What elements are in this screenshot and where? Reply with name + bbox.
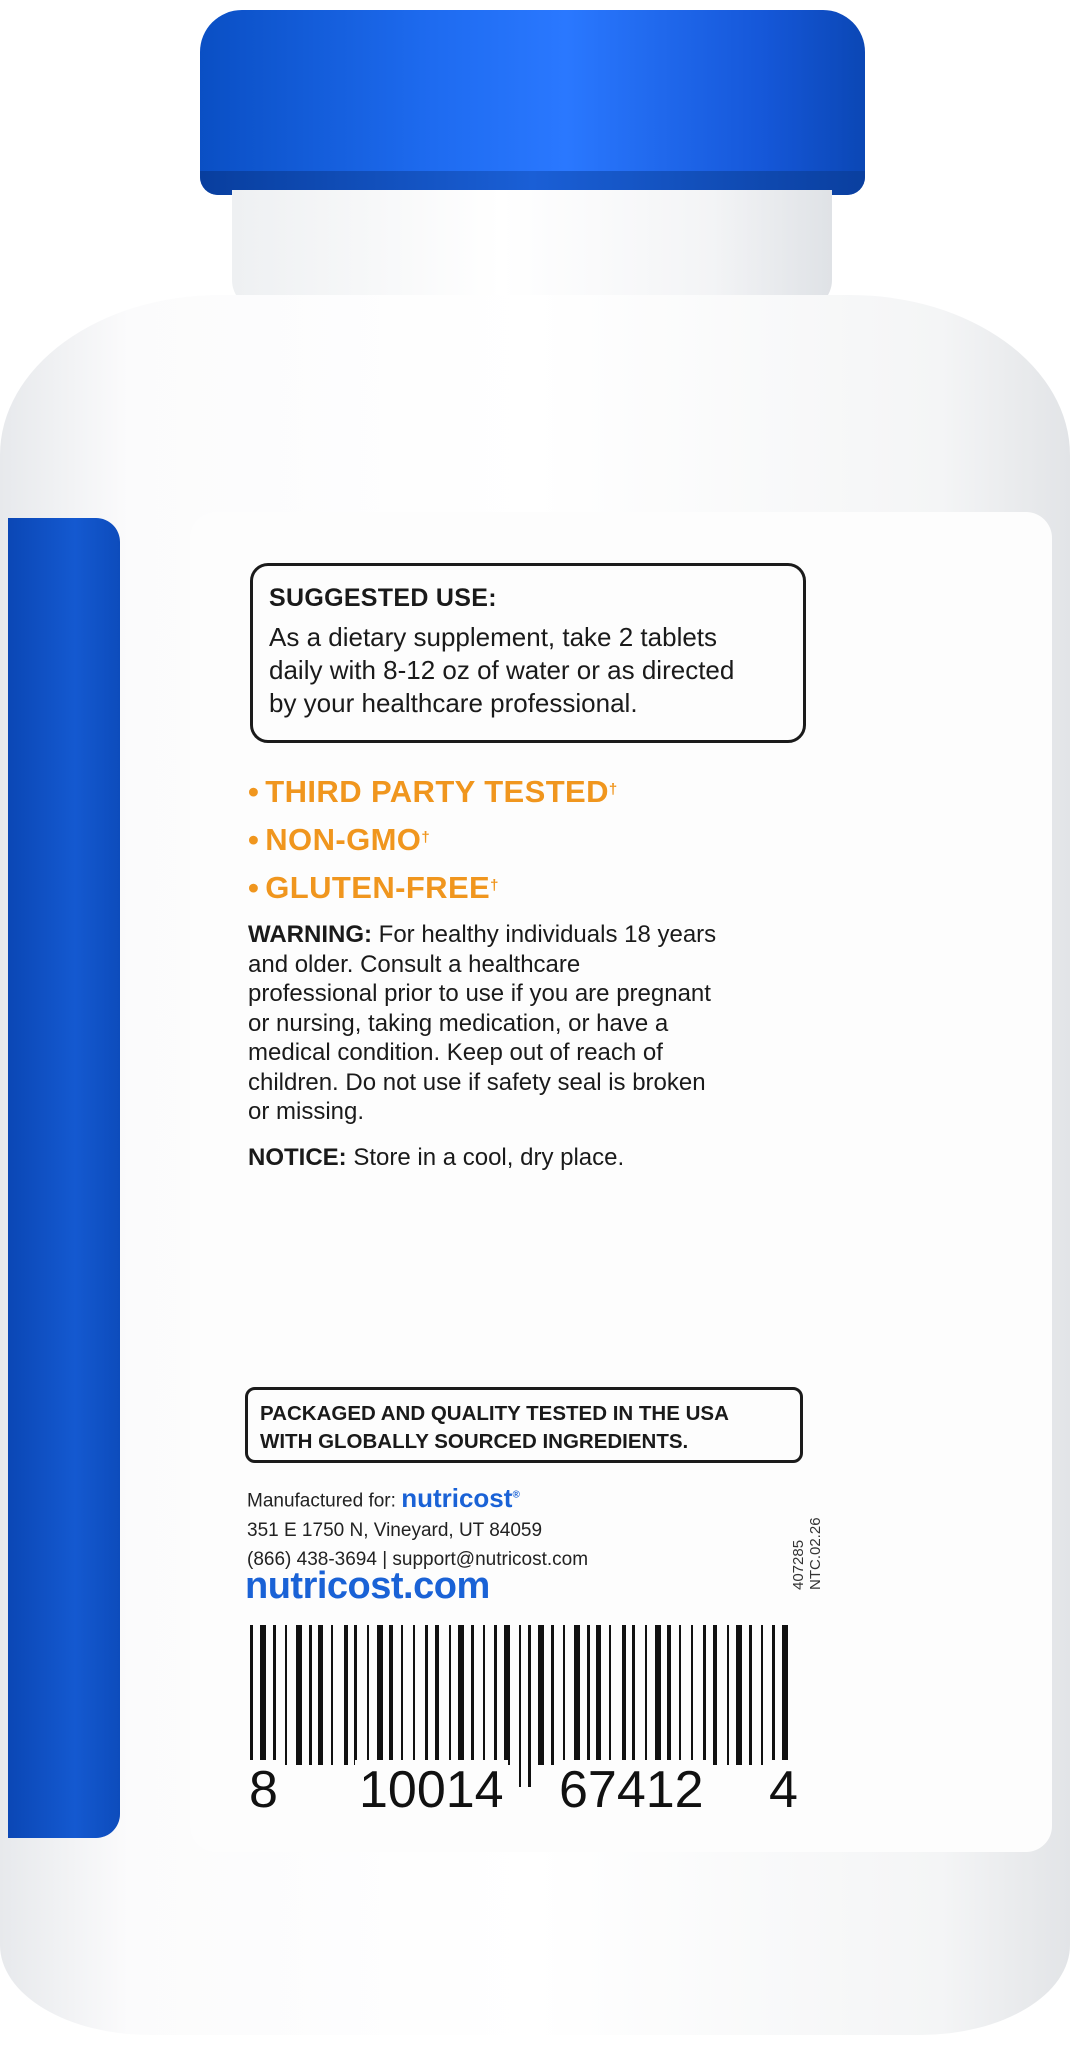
barcode-digit-system: 8	[245, 1760, 282, 1820]
barcode-bar	[367, 1625, 369, 1765]
suggested-use-box	[250, 563, 806, 743]
label-blue-stripe	[8, 518, 120, 1838]
barcode-bar	[703, 1625, 706, 1765]
barcode-bar	[538, 1625, 544, 1765]
barcode-bar	[331, 1625, 333, 1765]
brand-logo-text: nutricost®	[401, 1482, 520, 1513]
barcode-bar	[273, 1625, 276, 1765]
warning-text: WARNING: For healthy individuals 18 years and older. Consult a healthcare professional prior to use if you are pregnant or nursing, taking medication, or have a medical condition. Keep out of reach of children. Do not use if safety seal is broken or missing.	[248, 921, 717, 1125]
claim-non-gmo: • NON-GMO†	[248, 822, 431, 857]
barcode-bar	[528, 1625, 531, 1787]
barcode-digit-check: 4	[765, 1760, 802, 1820]
usa-statement-box: PACKAGED AND QUALITY TESTED IN THE USA WITH GLOBALLY SOURCED INGREDIENTS.	[245, 1387, 803, 1463]
barcode-bar	[519, 1625, 521, 1787]
suggested-use-text: As a dietary supplement, take 2 tablets daily with 8-12 oz of water or as directed by your healthcare professional.	[269, 622, 735, 718]
barcode-bar	[344, 1625, 348, 1765]
barcode-bar	[609, 1625, 611, 1765]
barcode-bar	[285, 1625, 287, 1765]
barcode-bar	[655, 1625, 661, 1765]
barcode-bar	[645, 1625, 647, 1765]
barcode-bar	[377, 1625, 383, 1765]
lot-codes: 407285 NTC.02.26	[790, 1517, 824, 1590]
barcode-bar	[458, 1625, 464, 1765]
barcode-bar	[713, 1625, 717, 1765]
barcode-bar	[354, 1625, 357, 1765]
barcode-bar	[483, 1625, 485, 1765]
manufacturer-info: Manufactured for: nutricost® 351 E 1750 N, Vineyard, UT 84059 (866) 438-3694 | support@nutricost.com	[247, 1480, 588, 1574]
barcode-bar	[309, 1625, 312, 1765]
suggested-use-title: SUGGESTED USE:	[269, 584, 497, 612]
barcode-bar	[772, 1625, 775, 1765]
notice-text: NOTICE: Store in a cool, dry place.	[248, 1144, 625, 1171]
barcode-bar	[622, 1625, 626, 1765]
barcode-bar	[401, 1625, 403, 1765]
barcode-bar	[749, 1625, 752, 1765]
barcode-bar	[425, 1625, 428, 1765]
barcode-bar	[413, 1625, 415, 1765]
barcode-bar	[691, 1625, 693, 1765]
barcode-bar	[504, 1625, 510, 1765]
barcode-bar	[727, 1625, 729, 1765]
barcode-bar	[587, 1625, 590, 1765]
bottle-cap	[200, 10, 865, 195]
claim-gluten-free: • GLUTEN-FREE†	[248, 870, 499, 905]
claim-third-party-tested: • THIRD PARTY TESTED†	[248, 774, 618, 809]
barcode-bar	[632, 1625, 635, 1765]
barcode-bar	[736, 1625, 742, 1765]
barcode-bar	[318, 1625, 323, 1765]
barcode-bar	[435, 1625, 439, 1765]
barcode-digit-right: 67412	[555, 1760, 708, 1820]
barcode	[250, 1625, 795, 1787]
barcode-bar	[494, 1625, 497, 1765]
barcode-bar	[574, 1625, 580, 1765]
claims-list	[248, 768, 618, 912]
barcode-bar	[551, 1625, 554, 1765]
address: 351 E 1750 N, Vineyard, UT 84059	[247, 1519, 543, 1541]
barcode-bar	[471, 1625, 474, 1765]
barcode-bar	[667, 1625, 671, 1765]
barcode-bar	[761, 1625, 763, 1765]
barcode-digit-left: 10014	[355, 1760, 508, 1820]
barcode-bar	[389, 1625, 393, 1765]
bottle-neck	[232, 190, 832, 310]
barcode-bar	[679, 1625, 681, 1765]
contact: (866) 438-3694 | support@nutricost.com	[247, 1548, 589, 1570]
website: nutricost.com	[245, 1565, 490, 1607]
barcode-bar	[296, 1625, 302, 1765]
barcode-bar	[596, 1625, 601, 1765]
barcode-bar	[563, 1625, 565, 1765]
barcode-bar	[449, 1625, 451, 1765]
